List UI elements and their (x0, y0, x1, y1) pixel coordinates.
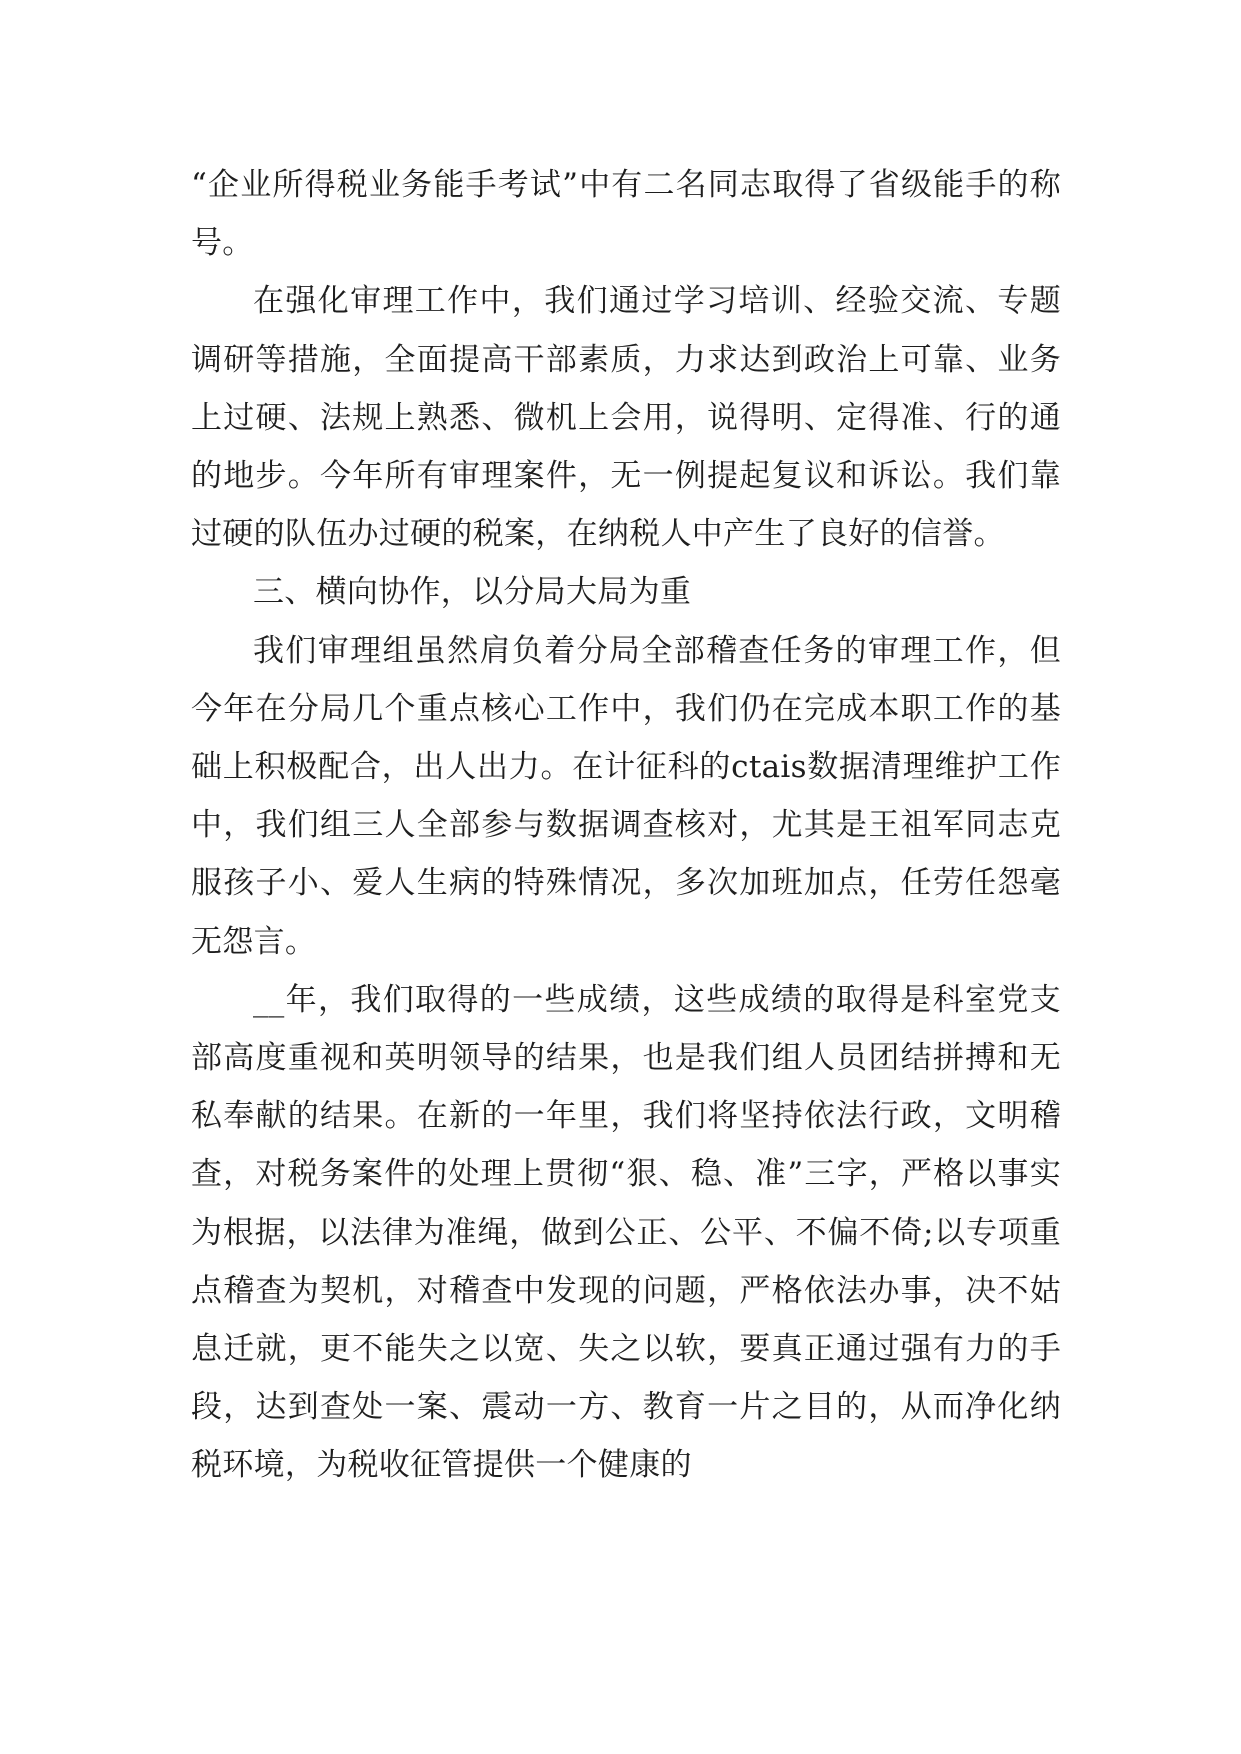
document-body (191, 156, 1061, 1495)
paragraph-award-continuation: “企业所得税业务能手考试”中有二名同志取得了省级能手的称号。 (191, 167, 1061, 262)
section-heading-cooperation: 三、横向协作，以分局大局为重 (253, 574, 692, 611)
paragraph-cooperation: 我们审理组虽然肩负着分局全部稽查任务的审理工作，但今年在分局几个重点核心工作中，我们仍在完成本职工作的基础上积极配合，出人出力。在计征科的ctais数据清理维护工作中，我们组三人全部参与数据调查核对，尤其是王祖军同志克服孩子小、爱人生病的特殊情况，多次加班加点，任劳任怨毫无怨言。 (191, 632, 1061, 960)
paragraph-summary-outlook: __年，我们取得的一些成绩，这些成绩的取得是科室党支部高度重视和英明领导的结果，也是我们组人员团结拼搏和无私奉献的结果。在新的一年里，我们将坚持依法行政，文明稽查，对税务案件的处理上贯彻“狠、稳、准”三字，严格以事实为根据，以法律为准绳，做到公正、公平、不偏不倚;以专项重点稽查为契机，对稽查中发现的问题，严格依法办事，决不姑息迁就，更不能失之以宽、失之以软，要真正通过强有力的手段，达到查处一案、震动一方、教育一片之目的，从而净化纳税环境，为税收征管提供一个健康的 (191, 981, 1061, 1484)
paragraph-review-work: 在强化审理工作中，我们通过学习培训、经验交流、专题调研等措施，全面提高干部素质，力求达到政治上可靠、业务上过硬、法规上熟悉、微机上会用，说得明、定得准、行的通的地步。今年所有审理案件，无一例提起复议和诉讼。我们靠过硬的队伍办过硬的税案，在纳税人中产生了良好的信誉。 (191, 283, 1061, 553)
